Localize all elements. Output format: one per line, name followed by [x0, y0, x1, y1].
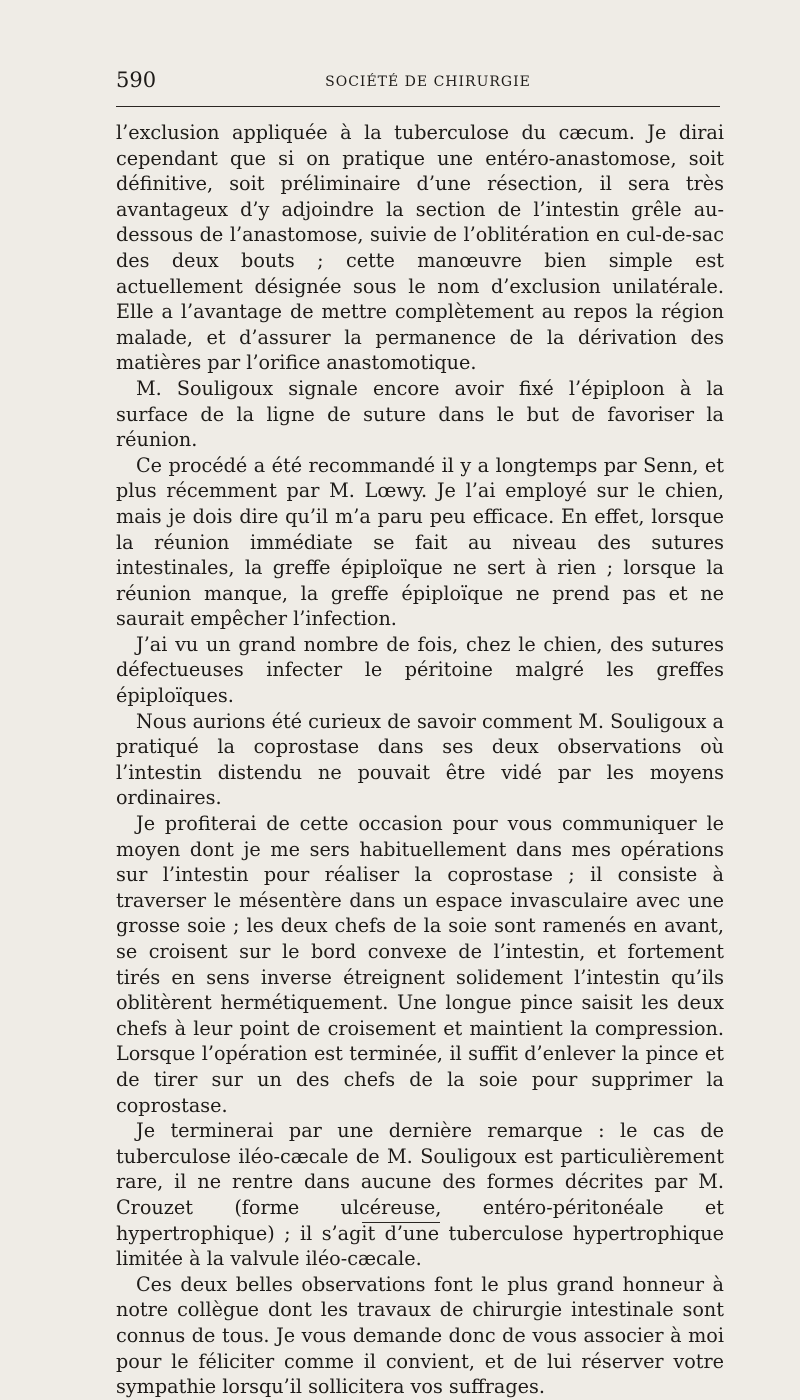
paragraph: Ces deux belles observations font le plus grand honneur à notre collègue dont les travaux de chirurgie intestinale sont connus de tous. Je vous demande donc de vous associer à moi pour le féliciter comme il convient, et de lui réserver votre sympathie lorsqu’il sollicitera vos suffrages.: [116, 1272, 724, 1399]
paragraph: Je profiterai de cette occasion pour vous communiquer le moyen dont je me sers habituellement dans mes opérations sur l’intestin pour réaliser la coprostase ; il consiste à traverser le mésentère dans un espace invasculaire avec une grosse soie ; les deux chefs de la soie sont ramenés en avant, se croisent sur le bord convexe de l’intestin, et fortement tirés en sens inverse étreignent solidement l’intestin qu’ils oblitèrent hermétiquement. Une longue pince saisit les deux chefs à leur point de croisement et maintient la compression. Lorsque l’opération est terminée, il suffit d’enlever la pince et de tirer sur un des chefs de la soie pour supprimer la coprostase.: [116, 812, 724, 1117]
page-header: [116, 66, 720, 100]
paragraph: M. Souligoux signale encore avoir fixé l’épiploon à la surface de la ligne de suture dans le but de favoriser la réunion.: [116, 376, 724, 452]
paragraph: Nous aurions été curieux de savoir comment M. Souligoux a pratiqué la coprostase dans ses deux observations où l’intestin distendu ne pouvait être vidé par les moyens ordinaires.: [116, 709, 724, 810]
page-number: 590: [116, 68, 157, 92]
paragraph: l’exclusion appliquée à la tuberculose du cæcum. Je dirai cependant que si on pratique une entéro-anastomose, soit définitive, soit préliminaire d’une résection, il sera très avantageux d’y adjoindre la section de l’intestin grêle au-dessous de l’anastomose, suivie de l’oblitération en cul-de-sac des deux bouts ; cette manœuvre bien simple est actuellement désignée sous le nom d’exclusion unilatérale. Elle a l’avantage de mettre complètement au repos la région malade, et d’assurer la permanence de la dérivation des matières par l’orifice anastomotique.: [116, 121, 724, 375]
header-rule: [116, 106, 720, 107]
running-title: SOCIÉTÉ DE CHIRURGIE: [325, 74, 531, 90]
paragraph: Ce procédé a été recommandé il y a longtemps par Senn, et plus récemment par M. Lœwy. Je l’ai employé sur le chien, mais je dois dire qu’il m’a paru peu efficace. En effet, lorsque la réunion immédiate se fait au niveau des sutures intestinales, la greffe épiploïque ne sert à rien ; lorsque la réunion manque, la greffe épiploïque ne prend pas et ne saurait empêcher l’infection.: [116, 453, 724, 631]
end-rule: [362, 1222, 440, 1223]
paragraph: J’ai vu un grand nombre de fois, chez le chien, des sutures défectueuses infecter le péritoine malgré les greffes épiploïques.: [116, 632, 724, 708]
body-text: [116, 120, 724, 1400]
paragraph: Je terminerai par une dernière remarque : le cas de tuberculose iléo-cæcale de M. Souligoux est particulièrement rare, il ne rentre dans aucune des formes décrites par M. Crouzet (forme ulcéreuse, entéro-péritonéale et hypertrophique) ; il s’agit d’une tuberculose hypertrophique limitée à la valvule iléo-cæcale.: [116, 1119, 724, 1271]
